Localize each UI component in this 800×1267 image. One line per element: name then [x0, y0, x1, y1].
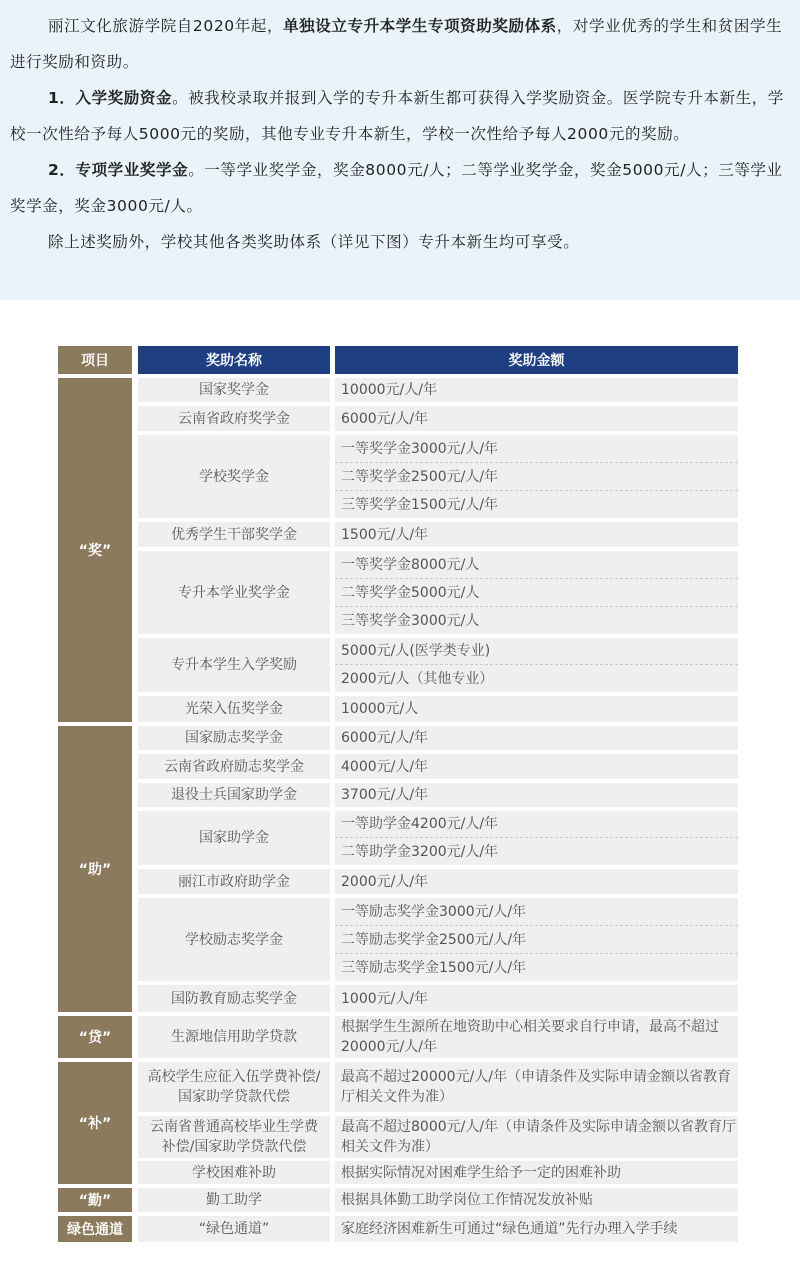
aid-amount-cell: 最高不超过8000元/人/年（申请条件及实际申请金额以省教育厅相关文件为准）: [335, 1116, 738, 1158]
aid-amount-cell: 6000元/人/年: [335, 406, 738, 431]
aid-name-cell: 国家励志奖学金: [138, 726, 330, 750]
aid-name-cell: 优秀学生干部奖学金: [138, 522, 330, 547]
aid-amount-cell: 根据学生生源所在地资助中心相关要求自行申请，最高不超过20000元/人/年: [335, 1016, 738, 1058]
intro-section: [0, 0, 800, 300]
category-cell: “助”: [58, 726, 132, 1012]
aid-amount-cell: 10000元/人/年: [335, 378, 738, 402]
aid-name-cell: 光荣入伍奖学金: [138, 696, 330, 722]
intro-text: ，对学业优秀的学生和贫困学生进行奖励和资助。: [10, 17, 783, 71]
aid-amount-cell: 最高不超过20000元/人/年（申请条件及实际申请金额以省教育厅相关文件为准）: [335, 1062, 738, 1112]
aid-amount-cell: 三等奖学金3000元/人: [335, 607, 738, 634]
aid-amount-cell: 根据实际情况对困难学生给予一定的困难补助: [335, 1161, 738, 1184]
aid-name-cell: 学校奖学金: [138, 435, 330, 518]
aid-name-cell: 专升本学生入学奖励: [138, 638, 330, 692]
aid-name-cell: 国防教育励志奖学金: [138, 985, 330, 1012]
aid-amount-cell: 4000元/人/年: [335, 754, 738, 779]
aid-amount-cell: 二等励志奖学金2500元/人/年: [335, 926, 738, 954]
aid-amount-cell: 二等助学金3200元/人/年: [335, 838, 738, 865]
aid-amount-cell: 一等奖学金8000元/人: [335, 551, 738, 579]
aid-amount-cell: 二等奖学金5000元/人: [335, 579, 738, 607]
aid-amount-cell: 2000元/人（其他专业）: [335, 665, 738, 692]
intro-paragraph-2: [10, 80, 794, 152]
aid-amount-cell: 二等奖学金2500元/人/年: [335, 463, 738, 491]
aid-amount-cell: 5000元/人(医学类专业): [335, 638, 738, 665]
category-cell: “贷”: [58, 1016, 132, 1058]
intro-paragraph-4: 除上述奖励外，学校其他各类奖助体系（详见下图）专升本新生均可享受。: [48, 233, 580, 251]
aid-name-cell: “绿色通道”: [138, 1216, 330, 1242]
aid-name-cell: 高校学生应征入伍学费补偿/国家助学贷款代偿: [138, 1062, 330, 1112]
aid-amount-cell: 6000元/人/年: [335, 726, 738, 750]
category-cell: “奖”: [58, 378, 132, 722]
aid-amount-cell: 一等助学金4200元/人/年: [335, 811, 738, 838]
intro-bold-text: 2．专项学业奖学金: [48, 161, 189, 179]
aid-amount-cell: 三等奖学金1500元/人/年: [335, 491, 738, 518]
aid-amount-cell: 1000元/人/年: [335, 985, 738, 1012]
intro-bold-text: 单独设立专升本学生专项资助奖励体系: [283, 17, 557, 35]
aid-amount-cell: 10000元/人: [335, 696, 738, 722]
header-name: 奖助名称: [138, 346, 330, 374]
intro-text: 丽江文化旅游学院自2020年起，: [48, 17, 284, 35]
aid-amount-cell: 根据具体勤工助学岗位工作情况发放补贴: [335, 1188, 738, 1212]
aid-amount-cell: 家庭经济困难新生可通过“绿色通道”先行办理入学手续: [335, 1216, 738, 1242]
aid-name-cell: 丽江市政府助学金: [138, 869, 330, 894]
aid-name-cell: 学校励志奖学金: [138, 898, 330, 981]
aid-name-cell: 云南省政府奖学金: [138, 406, 330, 431]
intro-paragraph-1: [10, 8, 794, 80]
category-cell: 绿色通道: [58, 1216, 132, 1242]
aid-amount-cell: 2000元/人/年: [335, 869, 738, 894]
aid-name-cell: 云南省政府励志奖学金: [138, 754, 330, 779]
category-cell: “补”: [58, 1062, 132, 1184]
intro-bold-text: 1．入学奖励资金: [48, 89, 173, 107]
aid-name-cell: 国家助学金: [138, 811, 330, 865]
aid-amount-cell: 三等励志奖学金1500元/人/年: [335, 954, 738, 981]
aid-name-cell: 勤工助学: [138, 1188, 330, 1212]
intro-paragraph-3: [10, 152, 794, 224]
aid-amount-cell: 1500元/人/年: [335, 522, 738, 547]
aid-name-cell: 退役士兵国家助学金: [138, 783, 330, 807]
aid-amount-cell: 一等励志奖学金3000元/人/年: [335, 898, 738, 926]
aid-name-cell: 云南省普通高校毕业生学费补偿/国家助学贷款代偿: [138, 1116, 330, 1158]
aid-amount-cell: 3700元/人/年: [335, 783, 738, 807]
intro-text: 。一等学业奖学金，奖金8000元/人；二等学业奖学金，奖金5000元/人；三等学业奖学金，奖金3000元/人。: [10, 161, 783, 215]
aid-name-cell: 学校困难补助: [138, 1161, 330, 1184]
header-category: 项目: [58, 346, 132, 374]
aid-name-cell: 专升本学业奖学金: [138, 551, 330, 634]
category-cell: “勤”: [58, 1188, 132, 1212]
intro-text: 。被我校录取并报到入学的专升本新生都可获得入学奖励资金。医学院专升本新生，学校一次性给予每人5000元的奖励，其他专业专升本新生，学校一次性给予每人2000元的奖励。: [10, 89, 784, 143]
aid-amount-cell: 一等奖学金3000元/人/年: [335, 435, 738, 463]
aid-name-cell: 生源地信用助学贷款: [138, 1016, 330, 1058]
aid-name-cell: 国家奖学金: [138, 378, 330, 402]
header-amount: 奖助金额: [335, 346, 738, 374]
